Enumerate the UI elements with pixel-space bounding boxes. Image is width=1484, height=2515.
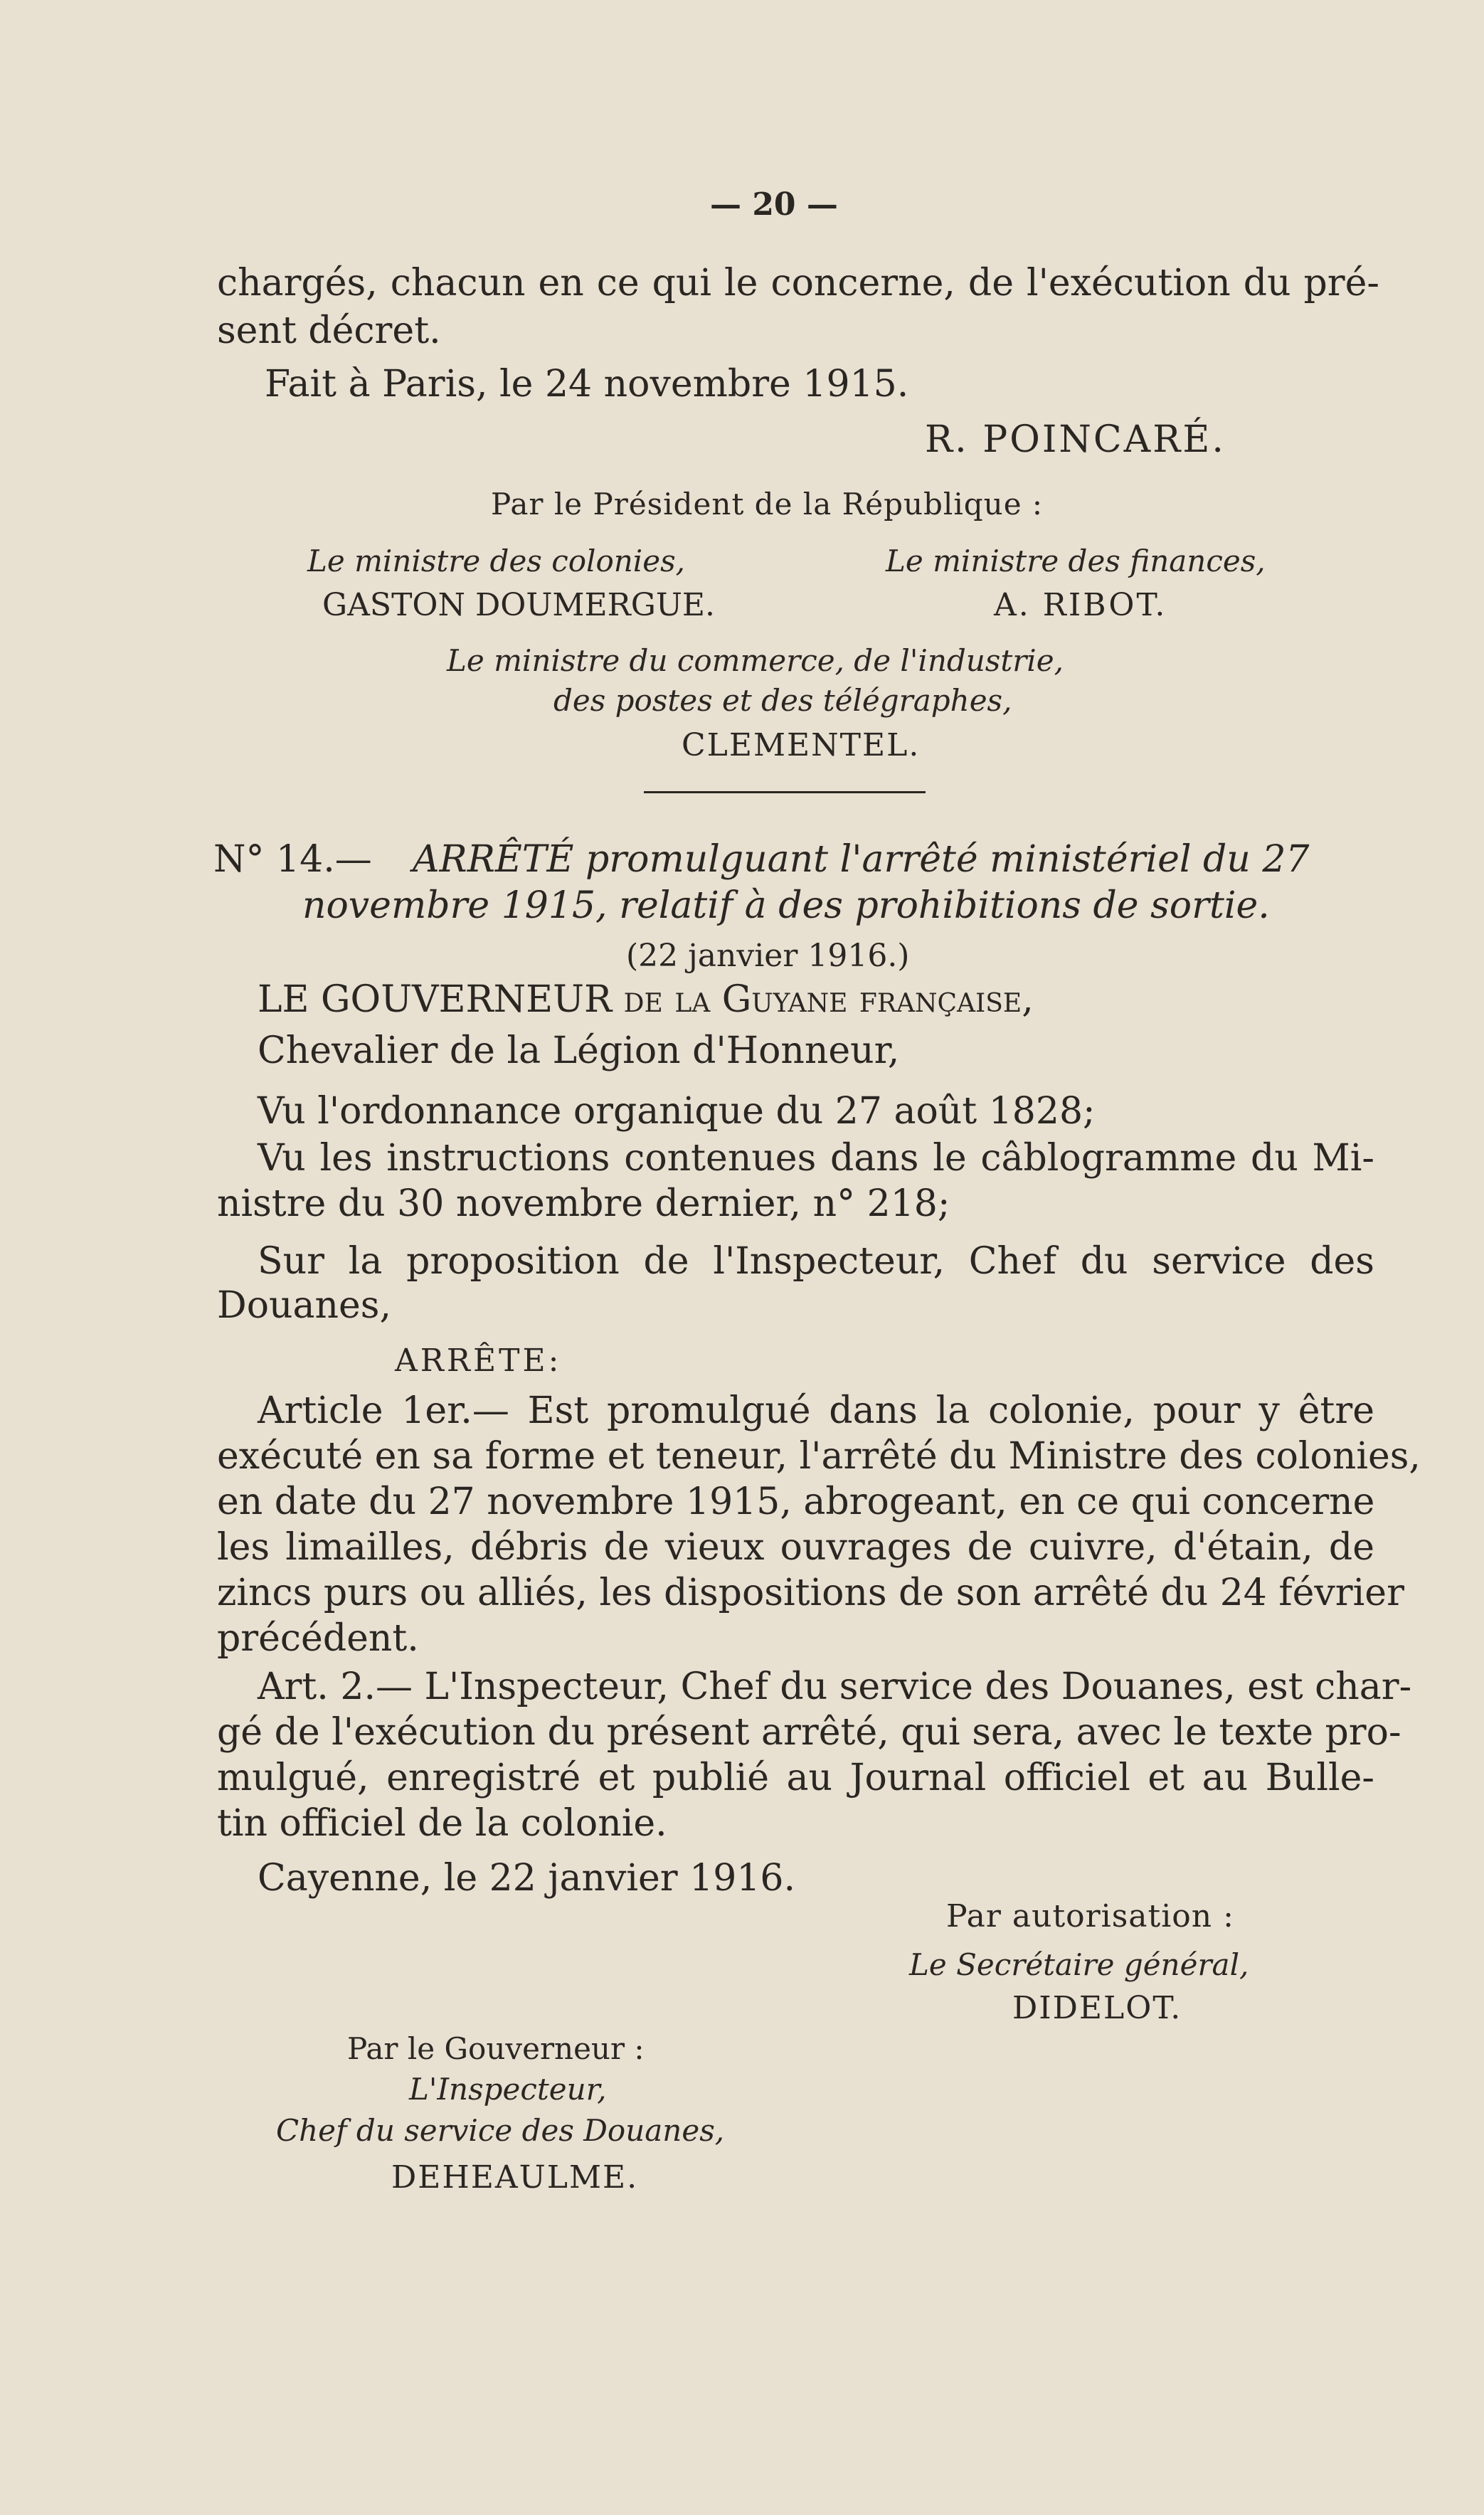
sur-line: Sur la proposition de l'Inspecteur, Chef du service des — [258, 1240, 1374, 1283]
minister-colonies-name: GASTON DOUMERGUE. — [322, 587, 716, 623]
minister-colonies-title: Le ministre des colonies, — [307, 544, 685, 578]
par-autorisation-line: Par autorisation : — [946, 1898, 1234, 1934]
minister-finances-name: A. RIBOT. — [994, 587, 1167, 623]
article-2-line: tin officiel de la colonie. — [217, 1802, 667, 1845]
decree-text-line: sent décret. — [217, 309, 441, 352]
arrete-heading: ARRÊTE: — [395, 1343, 562, 1379]
article-1-line: Article 1er.— Est promulgué dans la colonie, pour y être — [258, 1389, 1374, 1432]
inspecteur-name: DEHEAULME. — [391, 2159, 639, 2196]
article-2-line: Art. 2.— L'Inspecteur, Chef du service des Douanes, est char- — [258, 1666, 1412, 1708]
arrete-number: N° 14.— — [213, 838, 372, 881]
article-1-line: exécuté en sa forme et teneur, l'arrêté du Ministre des colonies, — [217, 1435, 1421, 1478]
inspecteur-title: L'Inspecteur, — [409, 2072, 607, 2107]
by-president-line: Par le Président de la République : — [491, 487, 1044, 521]
par-gouverneur-line: Par le Gouverneur : — [347, 2031, 645, 2066]
vu-line: Vu les instructions contenues dans le câblogramme du Mi- — [258, 1137, 1374, 1180]
arrete-title: novembre 1915, relatif à des prohibitions de sortie. — [302, 884, 1270, 927]
article-1-line: en date du 27 novembre 1915, abrogeant, en ce qui concerne — [217, 1481, 1375, 1523]
minister-commerce-title: Le ministre du commerce, de l'industrie, — [447, 643, 1064, 678]
governor-line: LE GOUVERNEUR de la Guyane française, — [258, 978, 1034, 1021]
secretaire-name: DIDELOT. — [1012, 1990, 1182, 2026]
chef-title: Chef du service des Douanes, — [276, 2113, 725, 2148]
article-1-line: précédent. — [217, 1617, 419, 1660]
page-number: — 20 — — [710, 186, 838, 223]
chevalier-line: Chevalier de la Légion d'Honneur, — [258, 1029, 900, 1072]
president-signature: R. POINCARÉ. — [925, 418, 1226, 461]
vu-line: Vu l'ordonnance organique du 27 août 1828; — [258, 1090, 1096, 1133]
place-date-line: Cayenne, le 22 janvier 1916. — [258, 1857, 796, 1900]
secretaire-title: Le Secrétaire général, — [909, 1947, 1249, 1982]
article-1-line: les limailles, débris de vieux ouvrages de cuivre, d'étain, de — [217, 1526, 1374, 1569]
sur-line: Douanes, — [217, 1284, 391, 1327]
vu-line: nistre du 30 novembre dernier, n° 218; — [217, 1182, 950, 1225]
article-1-line: zincs purs ou alliés, les dispositions de son arrêté du 24 février — [217, 1572, 1404, 1614]
article-2-line: mulgué, enregistré et publié au Journal officiel et au Bulle- — [217, 1757, 1374, 1799]
minister-commerce-name: CLEMENTEL. — [682, 727, 921, 763]
arrete-title: ARRÊTÉ promulguant l'arrêté ministériel du 27 — [413, 838, 1310, 881]
decree-text-line: chargés, chacun en ce qui le concerne, de l'exécution du pré- — [217, 262, 1379, 305]
minister-finances-title: Le ministre des finances, — [886, 544, 1266, 578]
arrete-date: (22 janvier 1916.) — [626, 938, 910, 974]
article-2-line: gé de l'exécution du présent arrêté, qui sera, avec le texte pro- — [217, 1711, 1401, 1754]
minister-commerce-title: des postes et des télégraphes, — [553, 683, 1012, 718]
decree-date-line: Fait à Paris, le 24 novembre 1915. — [265, 363, 909, 406]
section-divider — [644, 791, 926, 793]
